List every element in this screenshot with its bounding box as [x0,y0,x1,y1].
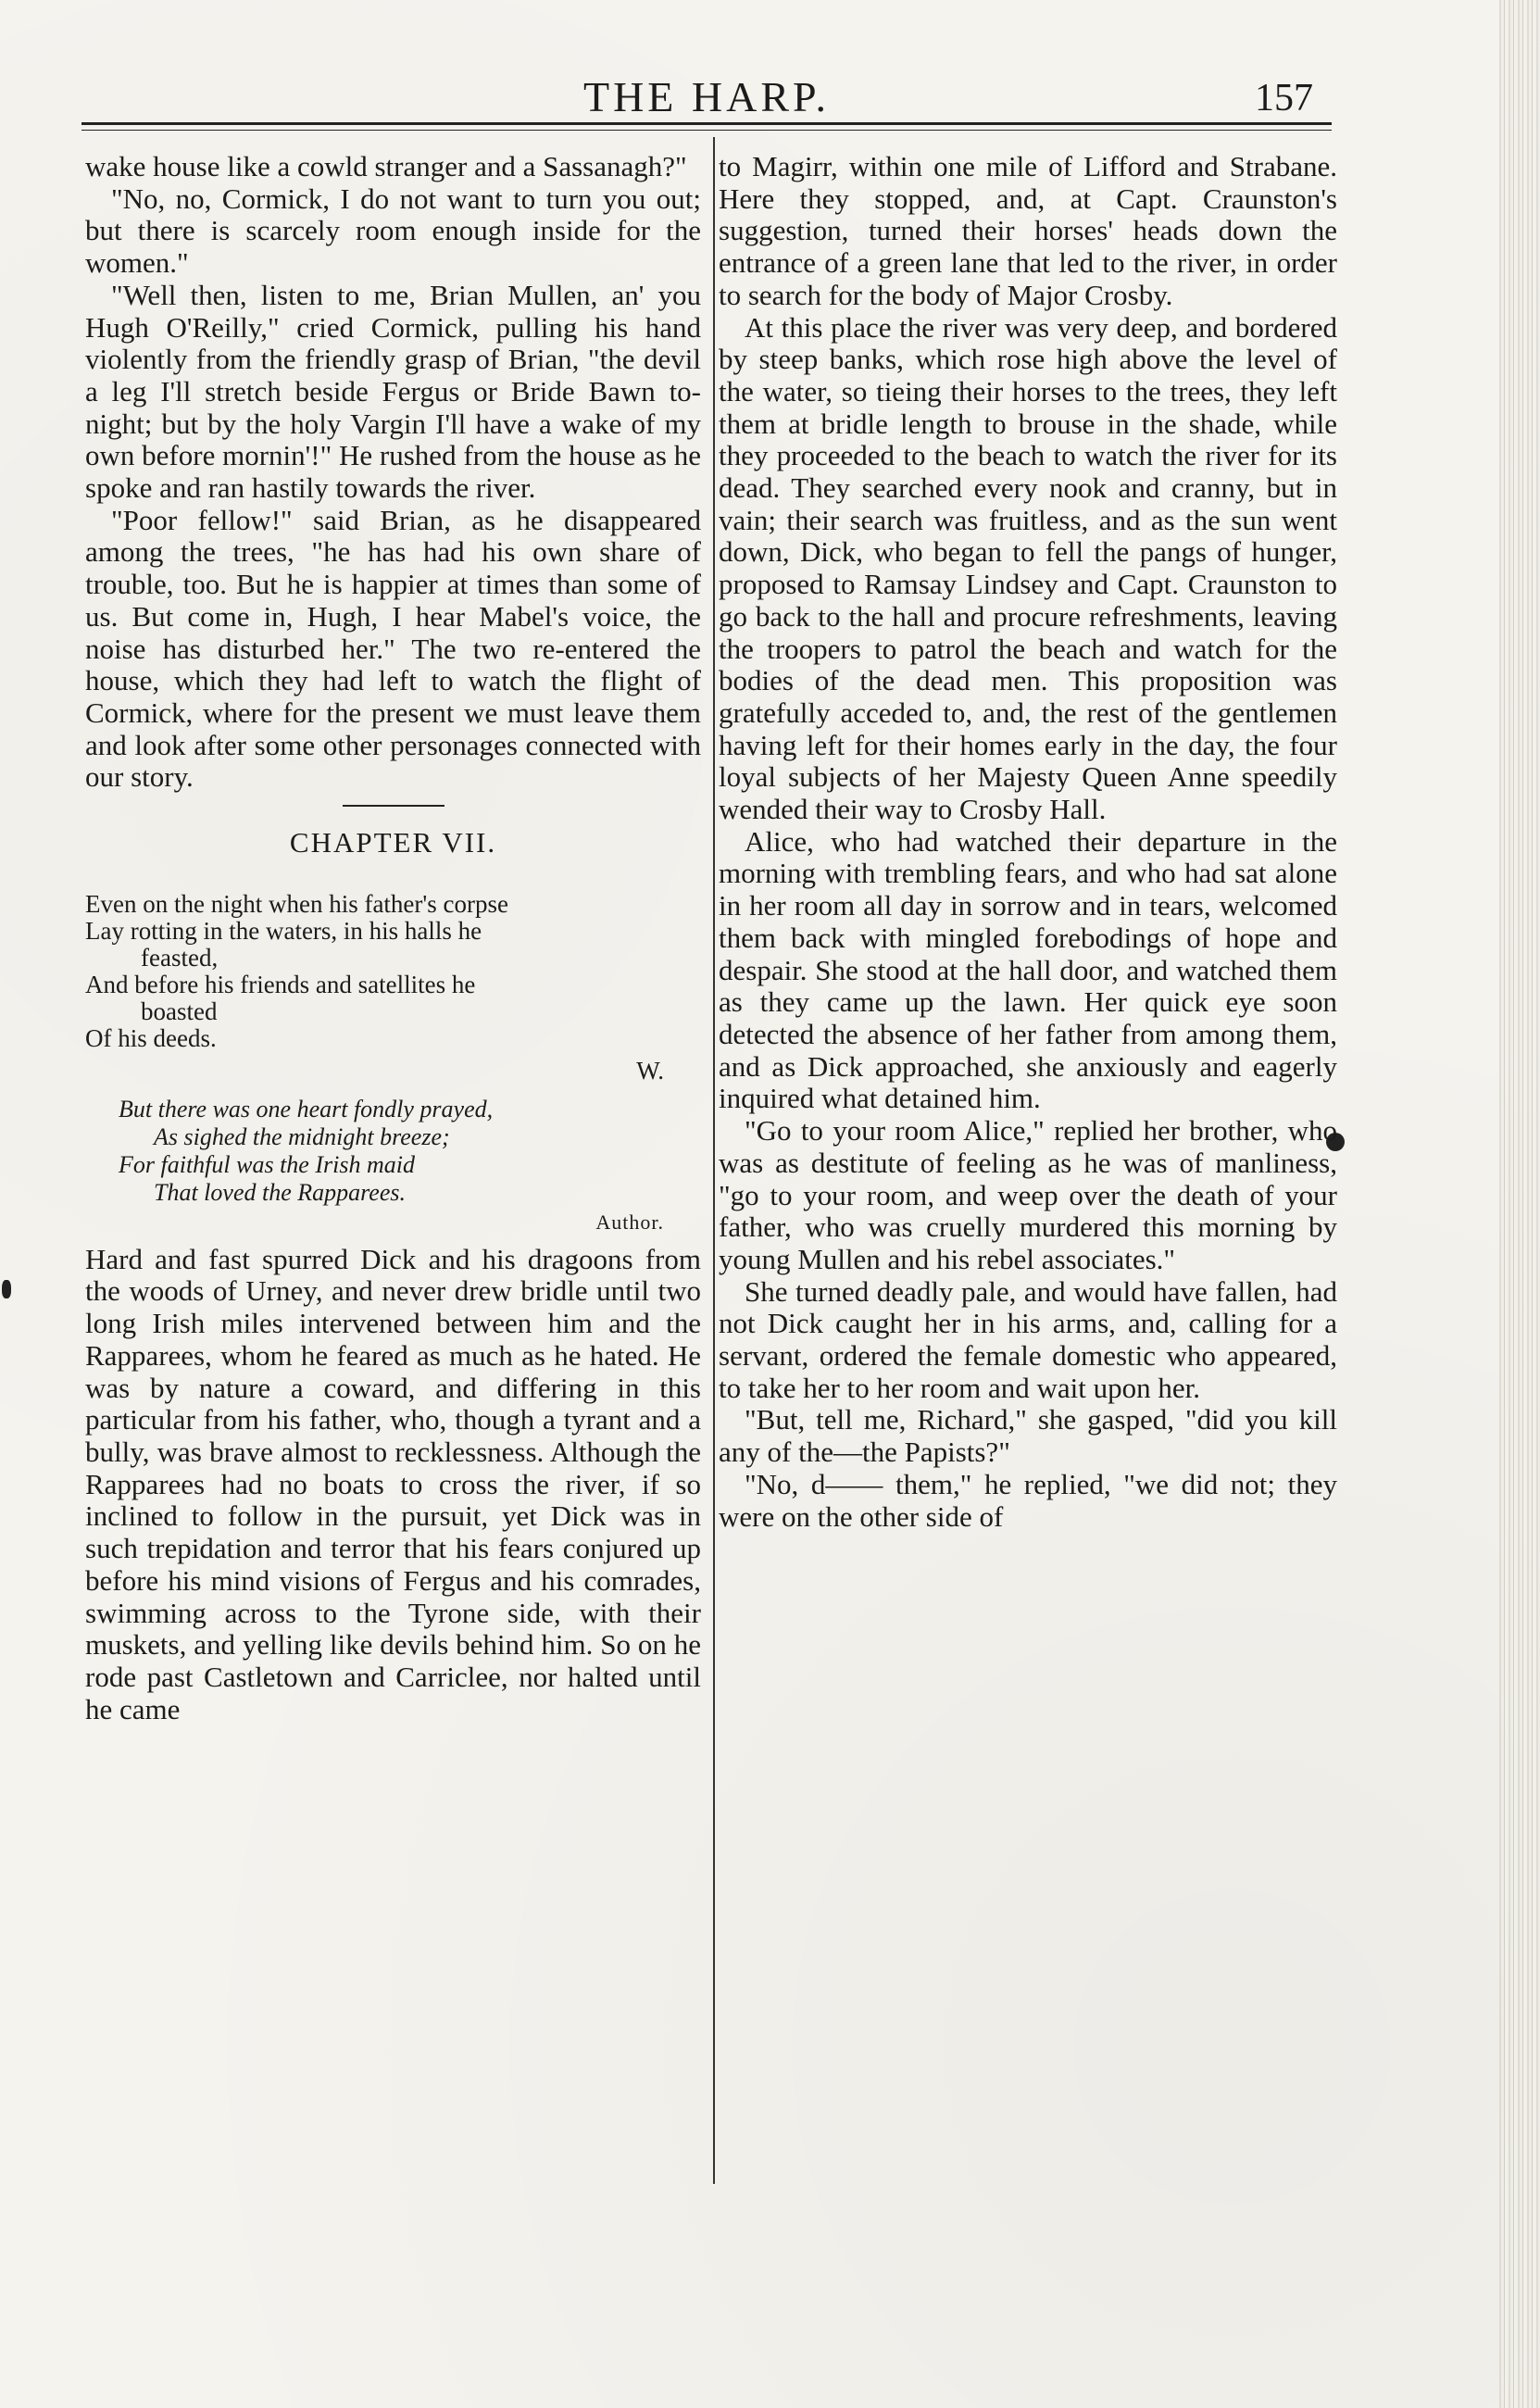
paragraph: She turned deadly pale, and would have fallen, had not Dick caught her in his arms, and, calling for a servant, ordered the female domestic who appeared, to take her to her room and wait upon her. [719,1274,1337,1404]
epigraph-line: Even on the night when his father's corpse [85,889,508,918]
paragraph: to Magirr, within one mile of Lifford and Strabane. Here they stopped, and, at Capt. Craunston's suggestion, turned their horses' heads down the entrance of a green lane that led to the river, in order to search for the body of Major Crosby. [719,150,1337,311]
journal-title: THE HARP. [582,73,831,120]
epigraph-attribution: W. [636,1056,664,1085]
paragraph: "But, tell me, Richard," she gasped, "did you kill any of the—the Papists?" [719,1403,1337,1469]
epigraph-line: feasted, [141,943,219,972]
epigraph-line: Lay rotting in the waters, in his halls he [85,916,482,945]
right-column [719,151,1337,1533]
margin-mark [2,1280,11,1298]
epigraph-line: And before his friends and satellites he [85,970,476,998]
paragraph: Alice, who had watched their departure in the morning with trembling fears, and who had sat alone in her room all day in sorrow and in tears, welcomed them back with mingled forebodings of hope and despair. She stood at the hall door, and watched them as they came up the lawn. Her quick eye soon detected the absence of her father from among them, and as Dick approached, she anxiously and eagerly inquired what detained him. [719,824,1337,1115]
binding-edge [1499,0,1540,2408]
epigraph-line: Of his deeds. [85,1023,217,1052]
paragraph: wake house like a cowld stranger and a Sassanagh?" [85,150,687,182]
paragraph: At this place the river was very deep, and bordered by steep banks, which rose high above the level of the water, so tieing their horses to the trees, they left them at bridle length to brouse in the shade, while they proceeded to the beach to watch the river for its dead. They searched every nook and cranny, but in vain; their search was fruitless, and as the sun went down, Dick, who began to fell the pangs of hunger, proposed to Ramsay Lindsey and Capt. Craunston to go back to the hall and procure refreshments, leaving the troopers to patrol the beach and watch for the bodies of the dead men. This proposition was gratefully acceded to, and, the rest of the gentlemen having left for their homes early in the day, the four loyal subjects of her Majesty Queen Anne speedily wended their way to Crosby Hall. [719,310,1337,826]
page-number: 157 [1255,77,1313,119]
paragraph: "Go to your room Alice," replied her brother, who was as destitute of feeling as he was of manliness, "go to your room, and weep over the death of your father, who was cruelly murdered this morning by young Mullen and his rebel associates." [719,1114,1337,1275]
verse-line: As sighed the midnight breeze; [154,1122,450,1150]
left-column [85,151,701,1725]
header-rule-thin [81,130,1332,131]
paragraph: "No, d—— them," he replied, "we did not; they were on the other side of [719,1467,1337,1533]
verse-line: But there was one heart fondly prayed, [119,1095,494,1122]
verse-attribution: Author. [595,1210,664,1234]
paragraph: "No, no, Cormick, I do not want to turn you out; but there is scarcely room enough inside for the women." [85,182,701,280]
epigraph-line: boasted [141,997,218,1025]
paragraph: "Poor fellow!" said Brian, as he disappeared among the trees, "he has had his own share of trouble, too. But he is happier at times than some of us. But come in, Hugh, I hear Mabel's voice, the noise has disturbed her." The two re-entered the house, which they had left to watch the flight of Cormick, where for the present we must leave them and look after some other personages connected with our story. [85,503,701,794]
column-divider [713,137,715,2184]
epigraph [85,891,701,1085]
verse-line: That loved the Rapparees. [154,1178,406,1206]
chapter-heading: CHAPTER VII. [85,827,701,859]
header-rule [81,122,1332,125]
verse-line: For faithful was the Irish maid [119,1150,415,1178]
verse [85,1096,701,1236]
paragraph: Hard and fast spurred Dick and his dragoons from the woods of Urney, and never drew bridle until two long Irish miles intervened between him and the Rapparees, whom he feared as much as he hated. He was by nature a coward, and differing in this particular from his father, who, though a tyrant and a bully, was brave almost to recklessness. Although the Rapparees had no boats to cross the river, if so inclined to follow in the pursuit, yet Dick was in such trepidation and terror that his fears conjured up before his mind visions of Fergus and his comrades, swimming across to the Tyrone side, with their muskets, and yelling like devils behind him. So on he rode past Castletown and Carriclee, nor halted until he came [85,1242,701,1725]
paragraph: "Well then, listen to me, Brian Mullen, an' you Hugh O'Reilly," cried Cormick, pulling his hand violently from the friendly grasp of Brian, "the devil a leg I'll stretch beside Fergus or Bride Bawn to-night; but by the holy Vargin I'll have a wake of my own before mornin'!" He rushed from the house as he spoke and ran hastily towards the river. [85,278,701,505]
